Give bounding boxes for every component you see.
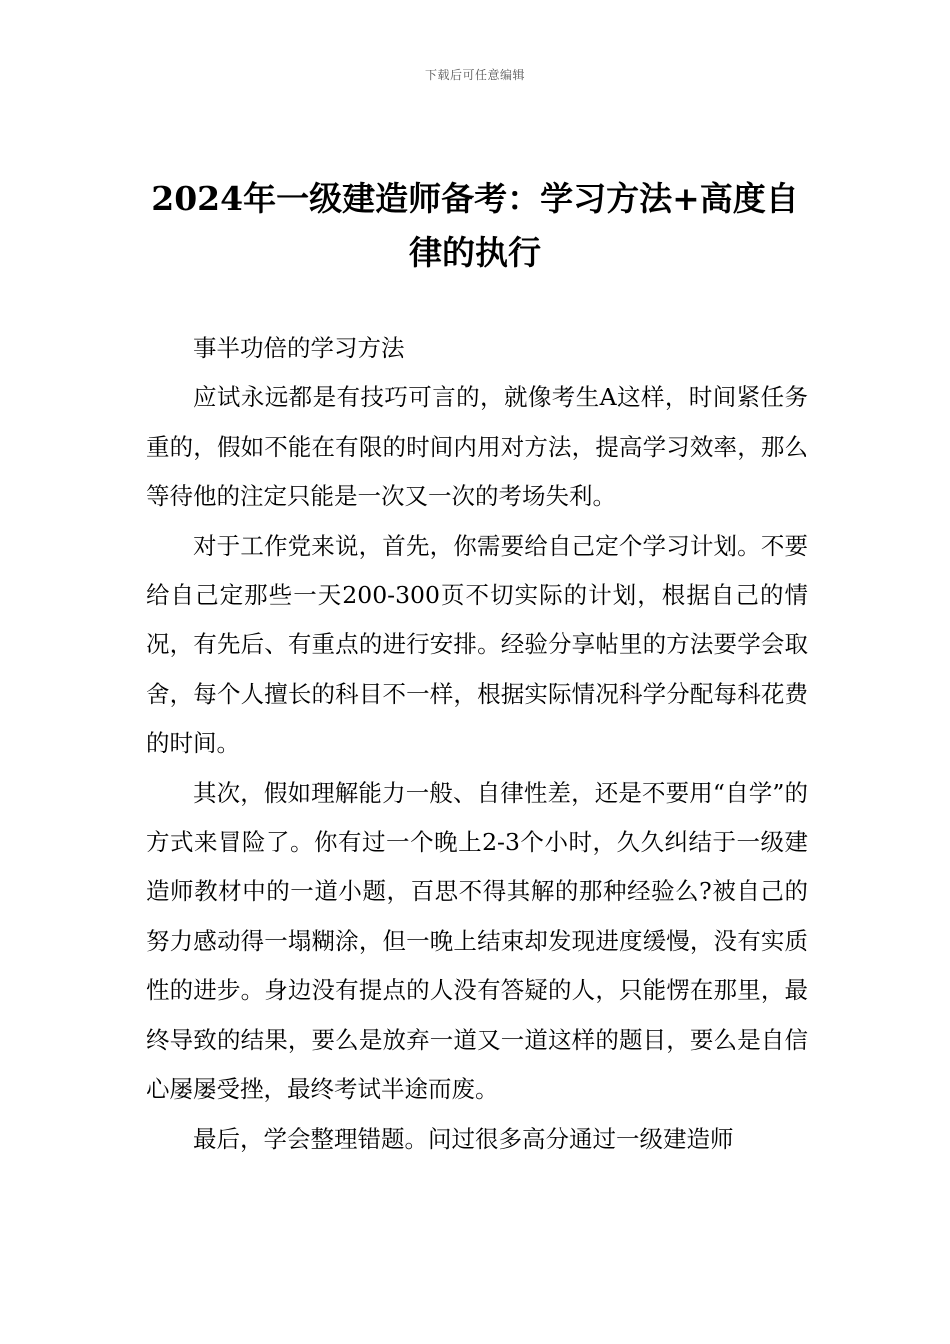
paragraph: 其次，假如理解能力一般、自律性差，还是不要用“自学”的方式来冒险了。你有过一个晚上2-3个小时，久久纠结于一级建造师教材中的一道小题，百思不得其解的那种经验么?被自己的努力感动得一塌糊涂，但一晚上结束却发现进度缓慢，没有实质性的进步。身边没有提点的人没有答疑的人，只能愣在那里，最终导致的结果，要么是放弃一道又一道这样的题目，要么是自信心屡屡受挫，最终考试半途而废。 bbox=[146, 778, 808, 1104]
section-heading: 事半功倍的学习方法 bbox=[193, 334, 405, 362]
document-body bbox=[146, 324, 808, 1164]
paragraph: 应试永远都是有技巧可言的，就像考生A这样，时间紧任务重的，假如不能在有限的时间内用对方法，提高学习效率，那么等待他的注定只能是一次又一次的考场失利。 bbox=[146, 383, 808, 511]
paragraph: 最后，学会整理错题。问过很多高分通过一级建造师 bbox=[193, 1124, 734, 1153]
paragraph: 对于工作党来说，首先，你需要给自己定个学习计划。不要给自己定那些一天200-300页不切实际的计划，根据自己的情况，有先后、有重点的进行安排。经验分享帖里的方法要学会取舍，每个人擅长的科目不一样，根据实际情况科学分配每科花费的时间。 bbox=[146, 531, 808, 758]
header-note: 下载后可任意编辑 bbox=[424, 68, 525, 82]
document-title: 2024年一级建造师备考：学习方法+高度自律的执行 bbox=[151, 179, 799, 272]
